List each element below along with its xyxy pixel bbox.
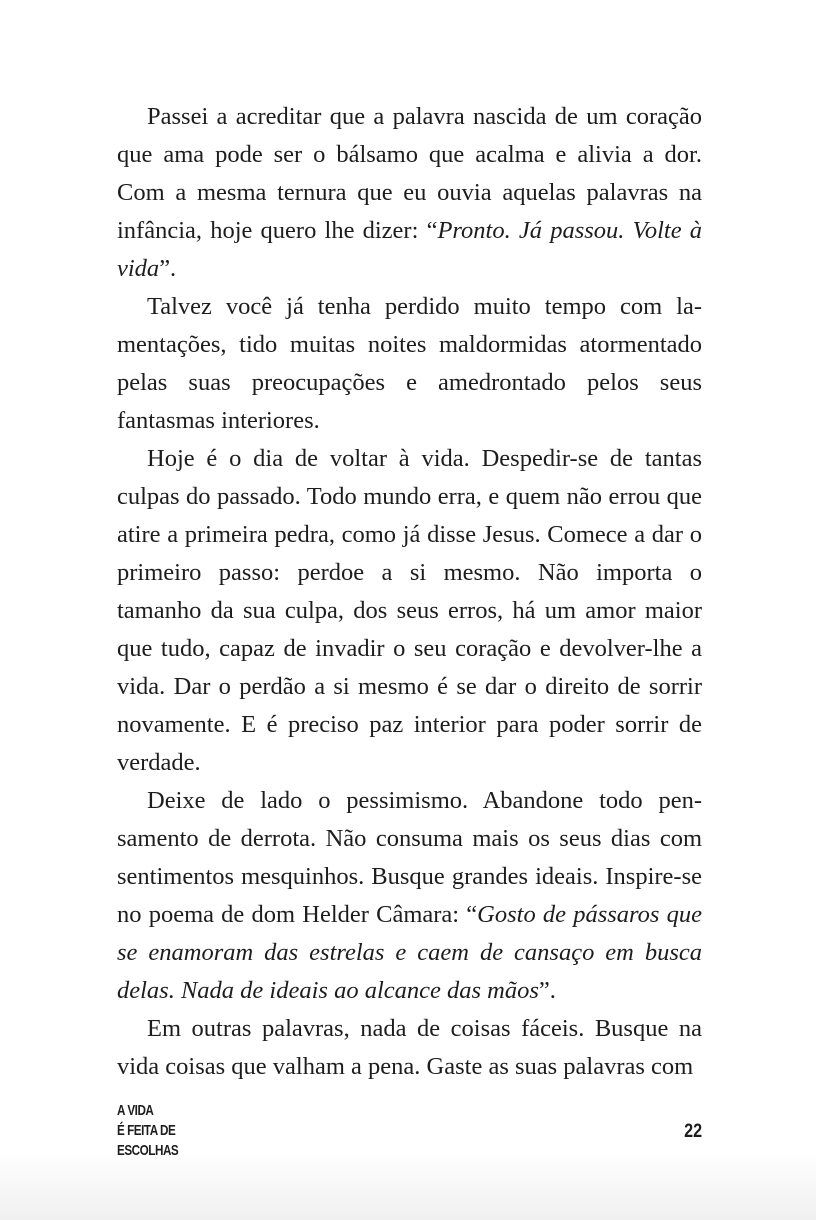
book-title xyxy=(117,1101,178,1161)
book-title-line-3: ESCOLHAS xyxy=(117,1142,179,1159)
paragraph-3 xyxy=(117,440,702,782)
paragraph-2-text: Talvez você já tenha perdido muito tempo com lamentações, tido muitas noites maldormidas atormentado pelas suas preocupações e amedrontado pelos seus fantasmas interiores. xyxy=(117,293,702,434)
paragraph-5 xyxy=(117,1010,702,1086)
book-title-line-2: É FEITA DE xyxy=(117,1122,176,1139)
paragraph-2 xyxy=(117,288,702,440)
page-number: 22 xyxy=(684,1121,702,1142)
book-title-line-1: A VIDA xyxy=(117,1102,154,1119)
paragraph-1-closing: ”. xyxy=(159,255,177,282)
paragraph-5-text: Em outras palavras, nada de coisas fáceis. Busque na vida coisas que valham a pena. Gaste as suas palavras com xyxy=(117,1015,702,1080)
paragraph-3-text: Hoje é o dia de voltar à vida. Despedir-se de tantas culpas do passado. Todo mundo erra, e quem não errou que atire a primeira pedra, como já disse Jesus. Comece a dar o primeiro passo: perdoe a si mesmo. Não importa o tamanho da sua culpa, dos seus erros, há um amor maior que tudo, capaz de invadir o seu coração e devolver-lhe a vida. Dar o perdão a si mesmo é se dar o direito de sorrir novamente. E é preciso paz interior para poder sorrir de verdade. xyxy=(117,445,702,776)
paragraph-1-text: Passei a acreditar que a palavra nascida de um coração que ama pode ser o bálsamo que acalma e alivia a dor. Com a mesma ternura que eu ouvia aquelas palavras na infância, hoje quero lhe dizer: “ xyxy=(117,103,702,244)
paragraph-1-italic-quote: Pronto. Já passou. Volte à vida xyxy=(117,217,702,282)
paragraph-4 xyxy=(117,782,702,1010)
paragraph-4-italic-quote: Gosto de pássaros que se enamoram das estrelas e caem de cansaço em busca delas. Nada de ideais ao alcance das mãos xyxy=(117,901,702,1004)
paragraph-4-closing: ”. xyxy=(538,977,556,1004)
body-text xyxy=(117,98,702,1086)
paragraph-1 xyxy=(117,98,702,288)
paragraph-4-text: Deixe de lado o pessimismo. Abandone todo pensamento de derrota. Não consuma mais os seus dias com sentimentos mesquinhos. Busque grandes ideais. Inspire-se no poema de dom Helder Câmara: “ xyxy=(117,787,702,928)
